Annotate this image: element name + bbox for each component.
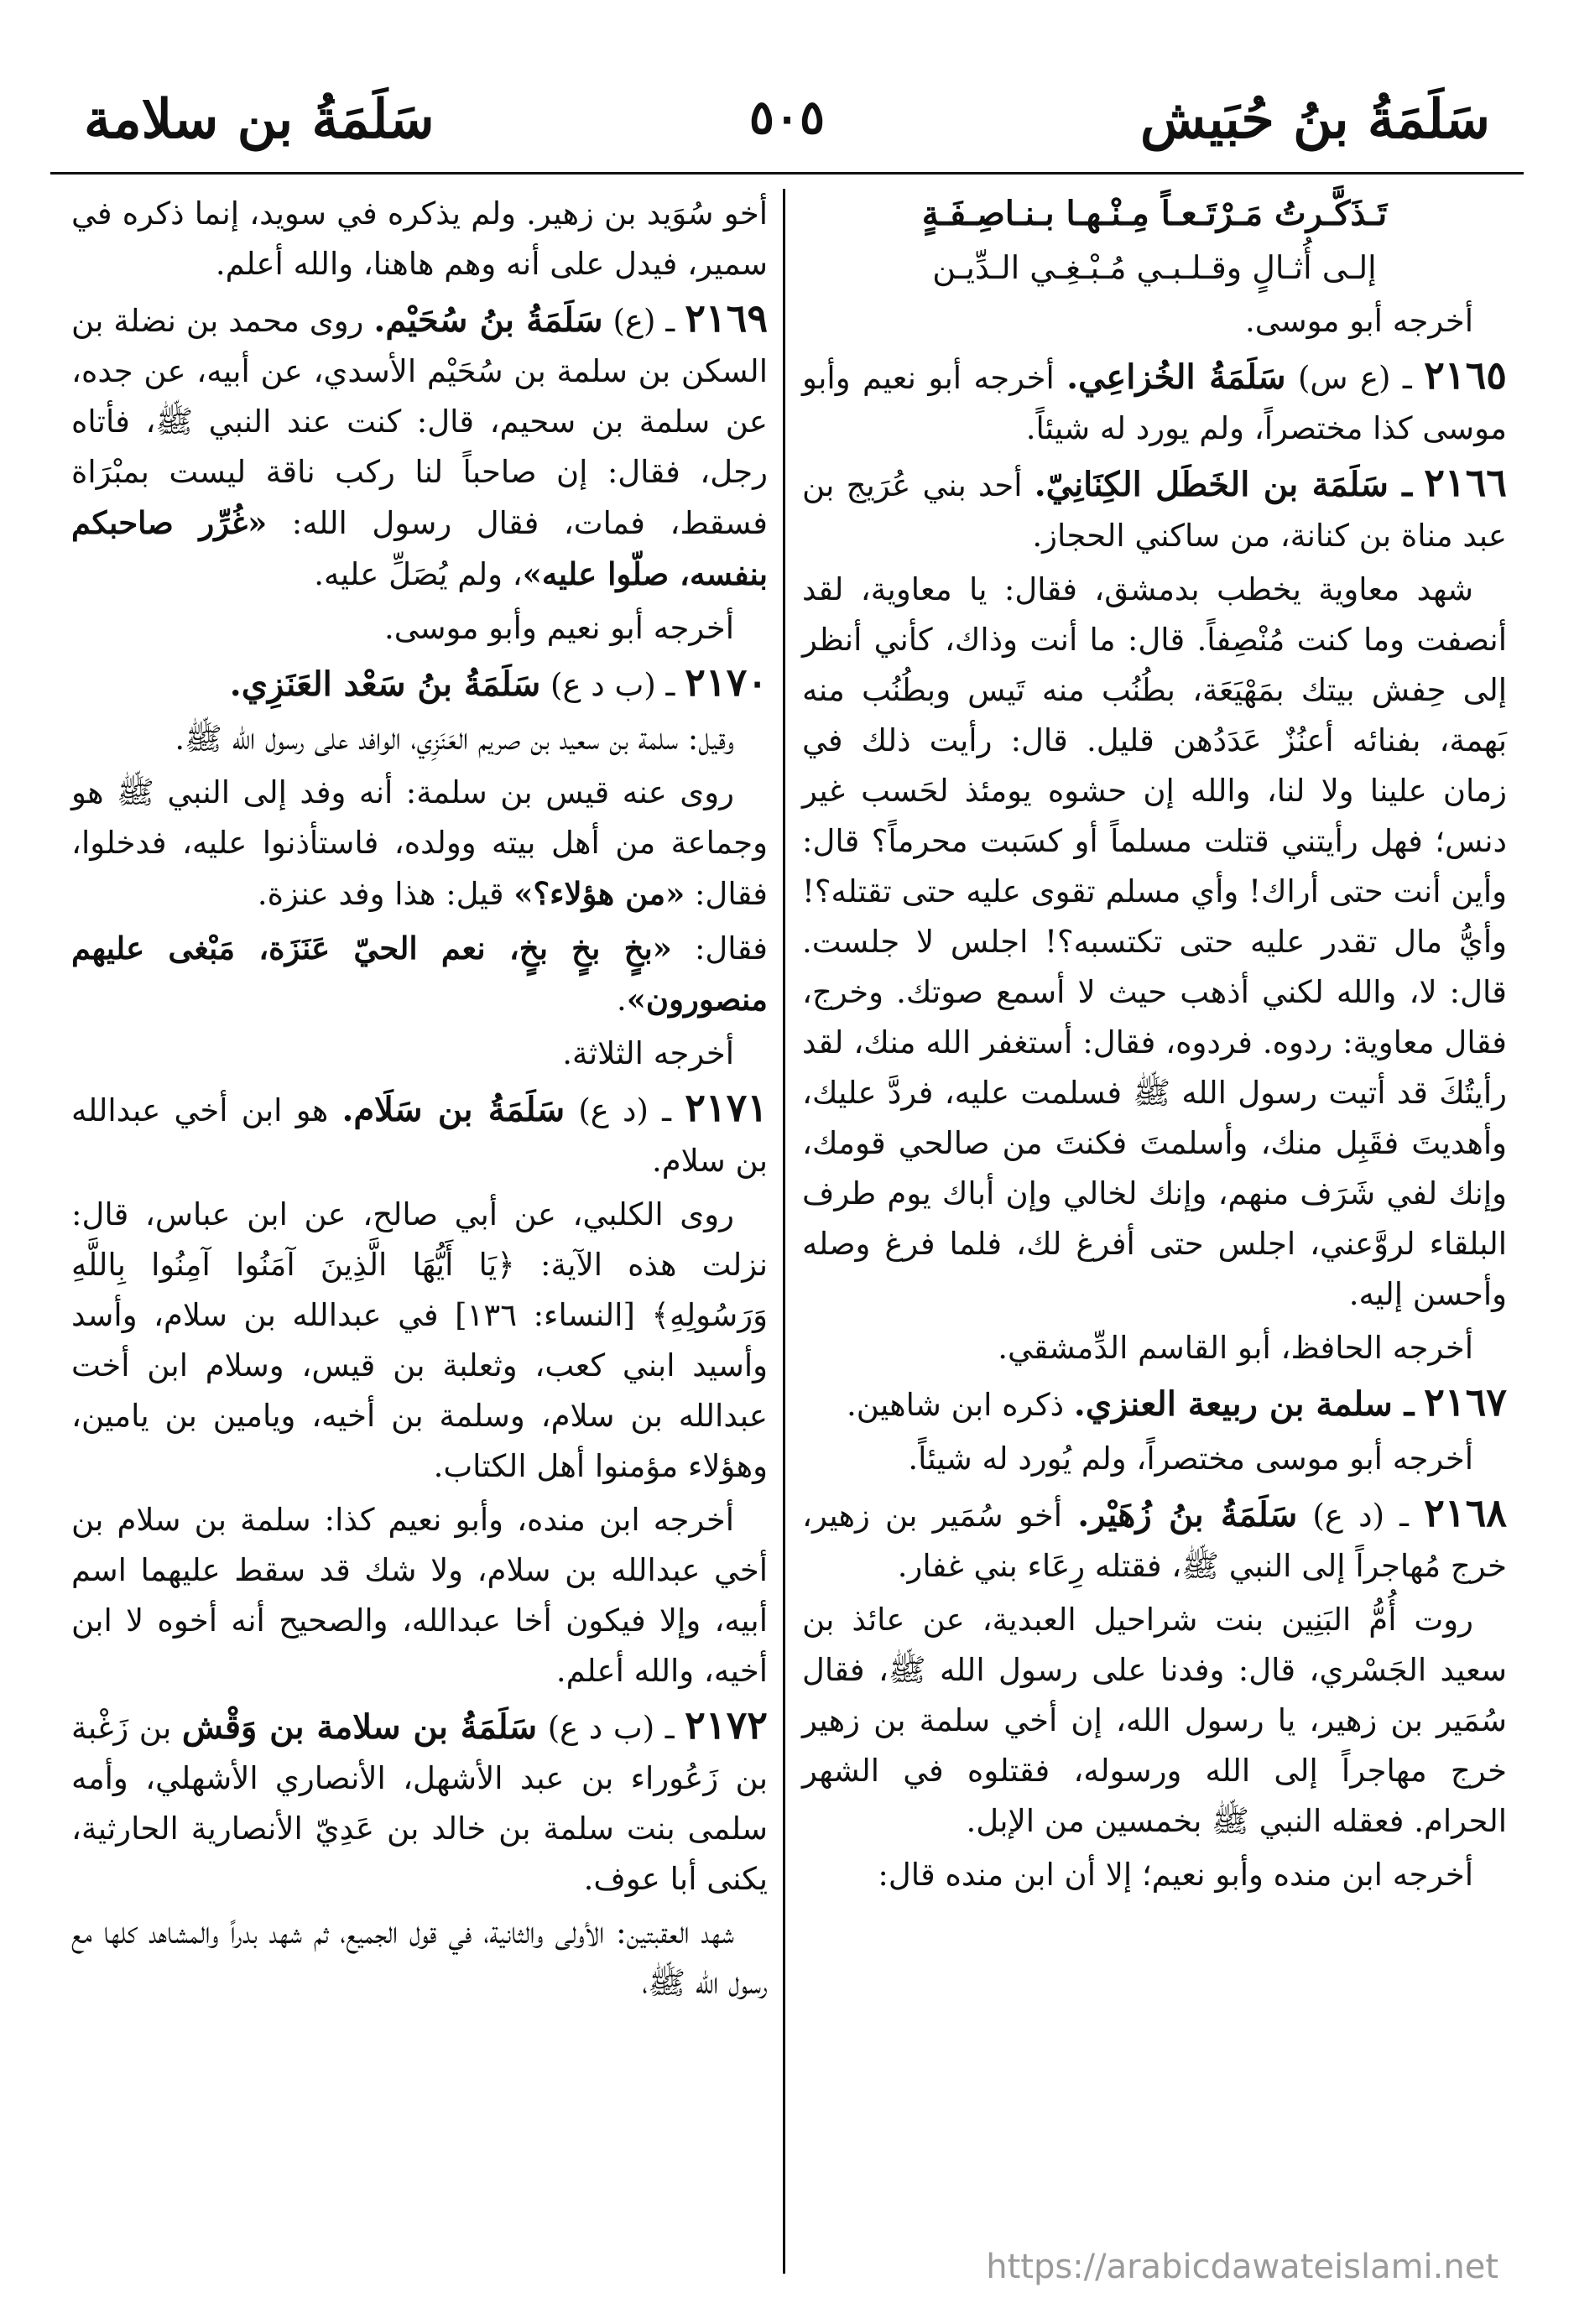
entry-tag: ـ (ع س) [1297, 360, 1412, 396]
entry-text: ذكره ابن شاهين. [847, 1387, 1065, 1423]
entry-number: ٢١٧٠ [685, 659, 768, 705]
entry-2168 [802, 1488, 1507, 1592]
left-column [71, 189, 768, 2012]
entry-2172 [71, 1700, 768, 1905]
paragraph: وقيل: سلمة بن سعيد بن صريم العَنَزِي، الوافد على رسول الله ﷺ. [175, 721, 734, 757]
paragraph: أخو سُوَيد بن زهير. ولم يذكره في سويد، إنما ذكره في سمير، فيدل على أنه وهم هاهنا، والله أعلم. [71, 195, 768, 282]
entry-text-tail: ، ولم يُصَلِّ عليه. [314, 556, 523, 592]
entry-number: ٢١٦٩ [685, 295, 769, 341]
entry-number: ٢١٦٥ [1424, 352, 1507, 398]
paragraph: أخرجه ابن منده وأبو نعيم؛ إلا أن ابن منده قال: [878, 1857, 1473, 1893]
entry-text: روى محمد بن نضلة بن السكن بن سلمة بن سُحَيْم الأسدي، عن أبيه، عن جده، عن سلمة بن سحيم، قال: كنت عند النبي ﷺ، فأتاه رجل، فقال: إن صاحباً لنا ركب ناقة ليست بمبْرَاة فسقط، فمات، فقال رسول الله: [71, 303, 768, 541]
paragraph-tail: . [617, 982, 627, 1018]
column-divider [783, 189, 785, 2274]
entry-number: ٢١٧٢ [685, 1702, 768, 1748]
hadith-quote: «من هؤلاء؟» [513, 875, 685, 912]
entry-name: سَلَمَةُ بنُ زُهَيْر. [1077, 1495, 1298, 1535]
paragraph: أخرجه ابن منده، وأبو نعيم كذا: سلمة بن سلام بن أخي عبدالله بن سلام، ولا شك قد سقط عليهما اسم أبيه، وإلا فيكون أخا عبدالله، والصحيح أنه أخوه لا ابن أخيه، والله أعلم. [71, 1502, 768, 1689]
entry-text: أخرجه أبو نعيم وأبو موسى كذا مختصراً، ولم يورد له شيئاً. [802, 360, 1507, 446]
paragraph: أخرجه الحافظ، أبو القاسم الدِّمشقي. [998, 1330, 1473, 1366]
entry-name: سَلَمَةُ بنُ سَعْد العَنَزِي. [229, 664, 541, 704]
page-header [50, 80, 1524, 172]
paragraph: أخرجه الثلاثة. [562, 1035, 734, 1071]
paragraph-tail: قيل: هذا وفد عنزة. [257, 876, 504, 912]
entry-tag: ـ (ب د ع) [547, 1710, 675, 1746]
running-title-left: سَلَمَةُ بن سلامة [84, 88, 435, 151]
paragraph-text: روى عنه قيس بن سلمة: أنه وفد إلى النبي ﷺ هو وجماعة من أهل بيته وولده، فاستأذنوا عليه، فدخلوا، فقال: [71, 774, 768, 912]
entry-number: ٢١٦٨ [1424, 1490, 1507, 1535]
paragraph: أخرجه أبو موسى. [1244, 303, 1473, 339]
entry-number: ٢١٧١ [685, 1085, 769, 1130]
paragraph [71, 768, 768, 920]
paragraph: شهد العقبتين: الأولى والثانية، في قول الجميع، ثم شهد بدراً والمشاهد كلها مع رسول الله ﷺ، [71, 1915, 768, 2001]
entry-number: ٢١٦٦ [1424, 460, 1508, 505]
hadith-quote: «غُرِّر صاحبكم بنفسه، صلّوا عليه» [71, 504, 768, 592]
entry-name: سَلَمَةُ الخُزاعِي. [1066, 357, 1286, 397]
paragraph [71, 923, 768, 1025]
paragraph: أخرجه أبو موسى مختصراً، ولم يُورد له شيئاً. [908, 1441, 1473, 1477]
paragraph: شهد معاوية يخطب بدمشق، فقال: يا معاوية، لقد أنصفت وما كنت مُنْصِفاً. قال: ما أنت وذاك، كأني أنظر إلى حِفش بيتك بمَهْيَعَة، بطُنُب منه تَيس وبطُنُب منه بَهمة، بفنائه أعنُزٌ عَدَدُهن قليل. قال: رأيت ذلك في زمان علينا ولا لنا، والله إن حشوه يومئذ لحَسب غير دنس؛ فهل رأيتني قتلت مسلماً أو كسَبت محرماً؟ قال: وأين أنت حتى أراك! وأي مسلم تقوى عليه حتى تقتله؟! وأيُّ مال تقدر عليه حتى تكتسبه؟! اجلس لا جلست. قال: لا، والله لكني أذهب حيث لا أسمع صوتك. وخرج، فقال معاوية: ردوه. فردوه، فقال: أستغفر الله منك، لقد رأيتُكَ قد أتيت رسول الله ﷺ فسلمت عليه، فردَّ عليك، وأهديتَ فقَبِل منك، وأسلمتَ فكنتَ من صالحي قومك، وإنك لفي شَرَف منهم، وإنك لخالي وإن أباك يوم طرف البلقاء لروَّعني، اجلس حتى أفرغ لك، فلما فرغ وصله وأحسن إليه. [802, 571, 1507, 1312]
entry-tag: ـ (د ع) [1312, 1498, 1409, 1534]
running-title-right: سَلَمَةُ بنُ حُبَيش [1140, 88, 1490, 151]
entry-2165 [802, 350, 1507, 454]
verse-line-2: إلـى أُثـالٍ وقـلـبـي مُـبْـغِـي الـدِّيـن [932, 249, 1377, 286]
header-rule [50, 172, 1524, 175]
entry-name: ـ سلمة بن ربيعة العنزي. [1073, 1384, 1415, 1424]
entry-tag: ـ (د ع) [578, 1092, 671, 1128]
entry-text: بن زَغْبة بن زَعُوراء بن عبد الأشهل، الأنصاري الأشهلي، وأمه سلمى بنت سلمة بن خالد بن عَدِيّ الأنصارية الحارثية، يكنى أبا عوف. [71, 1710, 768, 1897]
entry-name: سَلَمَةُ بن سلامة بن وَقْش [181, 1707, 538, 1747]
right-column [802, 189, 1507, 1904]
verse-line-1: تَـذَكَّـرتُ مَـرْتَـعـاً مِـنْـهـا بـنـاصِـفَـةٍ [921, 194, 1388, 233]
entry-2166 [802, 457, 1507, 561]
entry-tag: ـ (ب د ع) [550, 667, 675, 703]
page-number: ٥٠٥ [748, 90, 826, 145]
entry-number: ٢١٦٧ [1424, 1379, 1507, 1425]
paragraph: روت أُمُّ البَنِين بنت شراحيل العبدية، عن عائذ بن سعيد الجَسْري، قال: وفدنا على رسول الله ﷺ، فقال سُمَير بن زهير، يا رسول الله، إن أخي سلمة بن زهير خرج مهاجراً إلى الله ورسوله، فقتلوه في الشهر الحرام. فعقله النبي ﷺ بخمسين من الإبل. [802, 1602, 1507, 1839]
paragraph-lead: فقال: [694, 930, 768, 967]
entry-2169 [71, 293, 768, 600]
entry-name: سَلَمَةُ بنُ سُحَيْم. [373, 300, 603, 340]
entry-2171 [71, 1082, 768, 1186]
entry-name: سَلَمَةُ بن سَلَام. [341, 1090, 565, 1129]
paragraph: روى الكلبي، عن أبي صالح، عن ابن عباس، قال: نزلت هذه الآية: ﴿يَا أَيُّهَا الَّذِينَ آمَنُوا آمِنُوا بِاللَّهِ وَرَسُولِهِ﴾ [النساء: ١٣٦] في عبدالله بن سلام، وأسد وأسيد ابني كعب، وثعلبة بن قيس، وسلام ابن أخت عبدالله بن سلام، وسلمة بن أخيه، ويامين بن يامين، وهؤلاء مؤمنوا أهل الكتاب. [71, 1196, 768, 1484]
paragraph: أخرجه أبو نعيم وأبو موسى. [383, 610, 734, 646]
hadith-quote: «بخٍ بخٍ بخٍ، نعم الحيّ عَنَزَة، مَبْغى عليهم منصورون» [71, 930, 768, 1018]
entry-2170 [71, 657, 768, 711]
entry-tag: ـ (ع) [612, 303, 675, 339]
entry-name: ـ سَلَمَة بن الخَطَل الكِنَانِيّ. [1034, 465, 1412, 504]
entry-text: أحد بني عُرَيج بن عبد مناة بن كنانة، من ساكني الحجاز. [802, 467, 1507, 554]
entry-2167 [802, 1377, 1507, 1430]
entry-text: أخو سُمَير بن زهير، خرج مُهاجراً إلى النبي ﷺ، فقتله رِعَاء بني غفار. [802, 1498, 1507, 1584]
entry-text: هو ابن أخي عبدالله بن سلام. [71, 1092, 768, 1179]
watermark-url: https://arabicdawateislami.net [986, 2248, 1498, 2286]
